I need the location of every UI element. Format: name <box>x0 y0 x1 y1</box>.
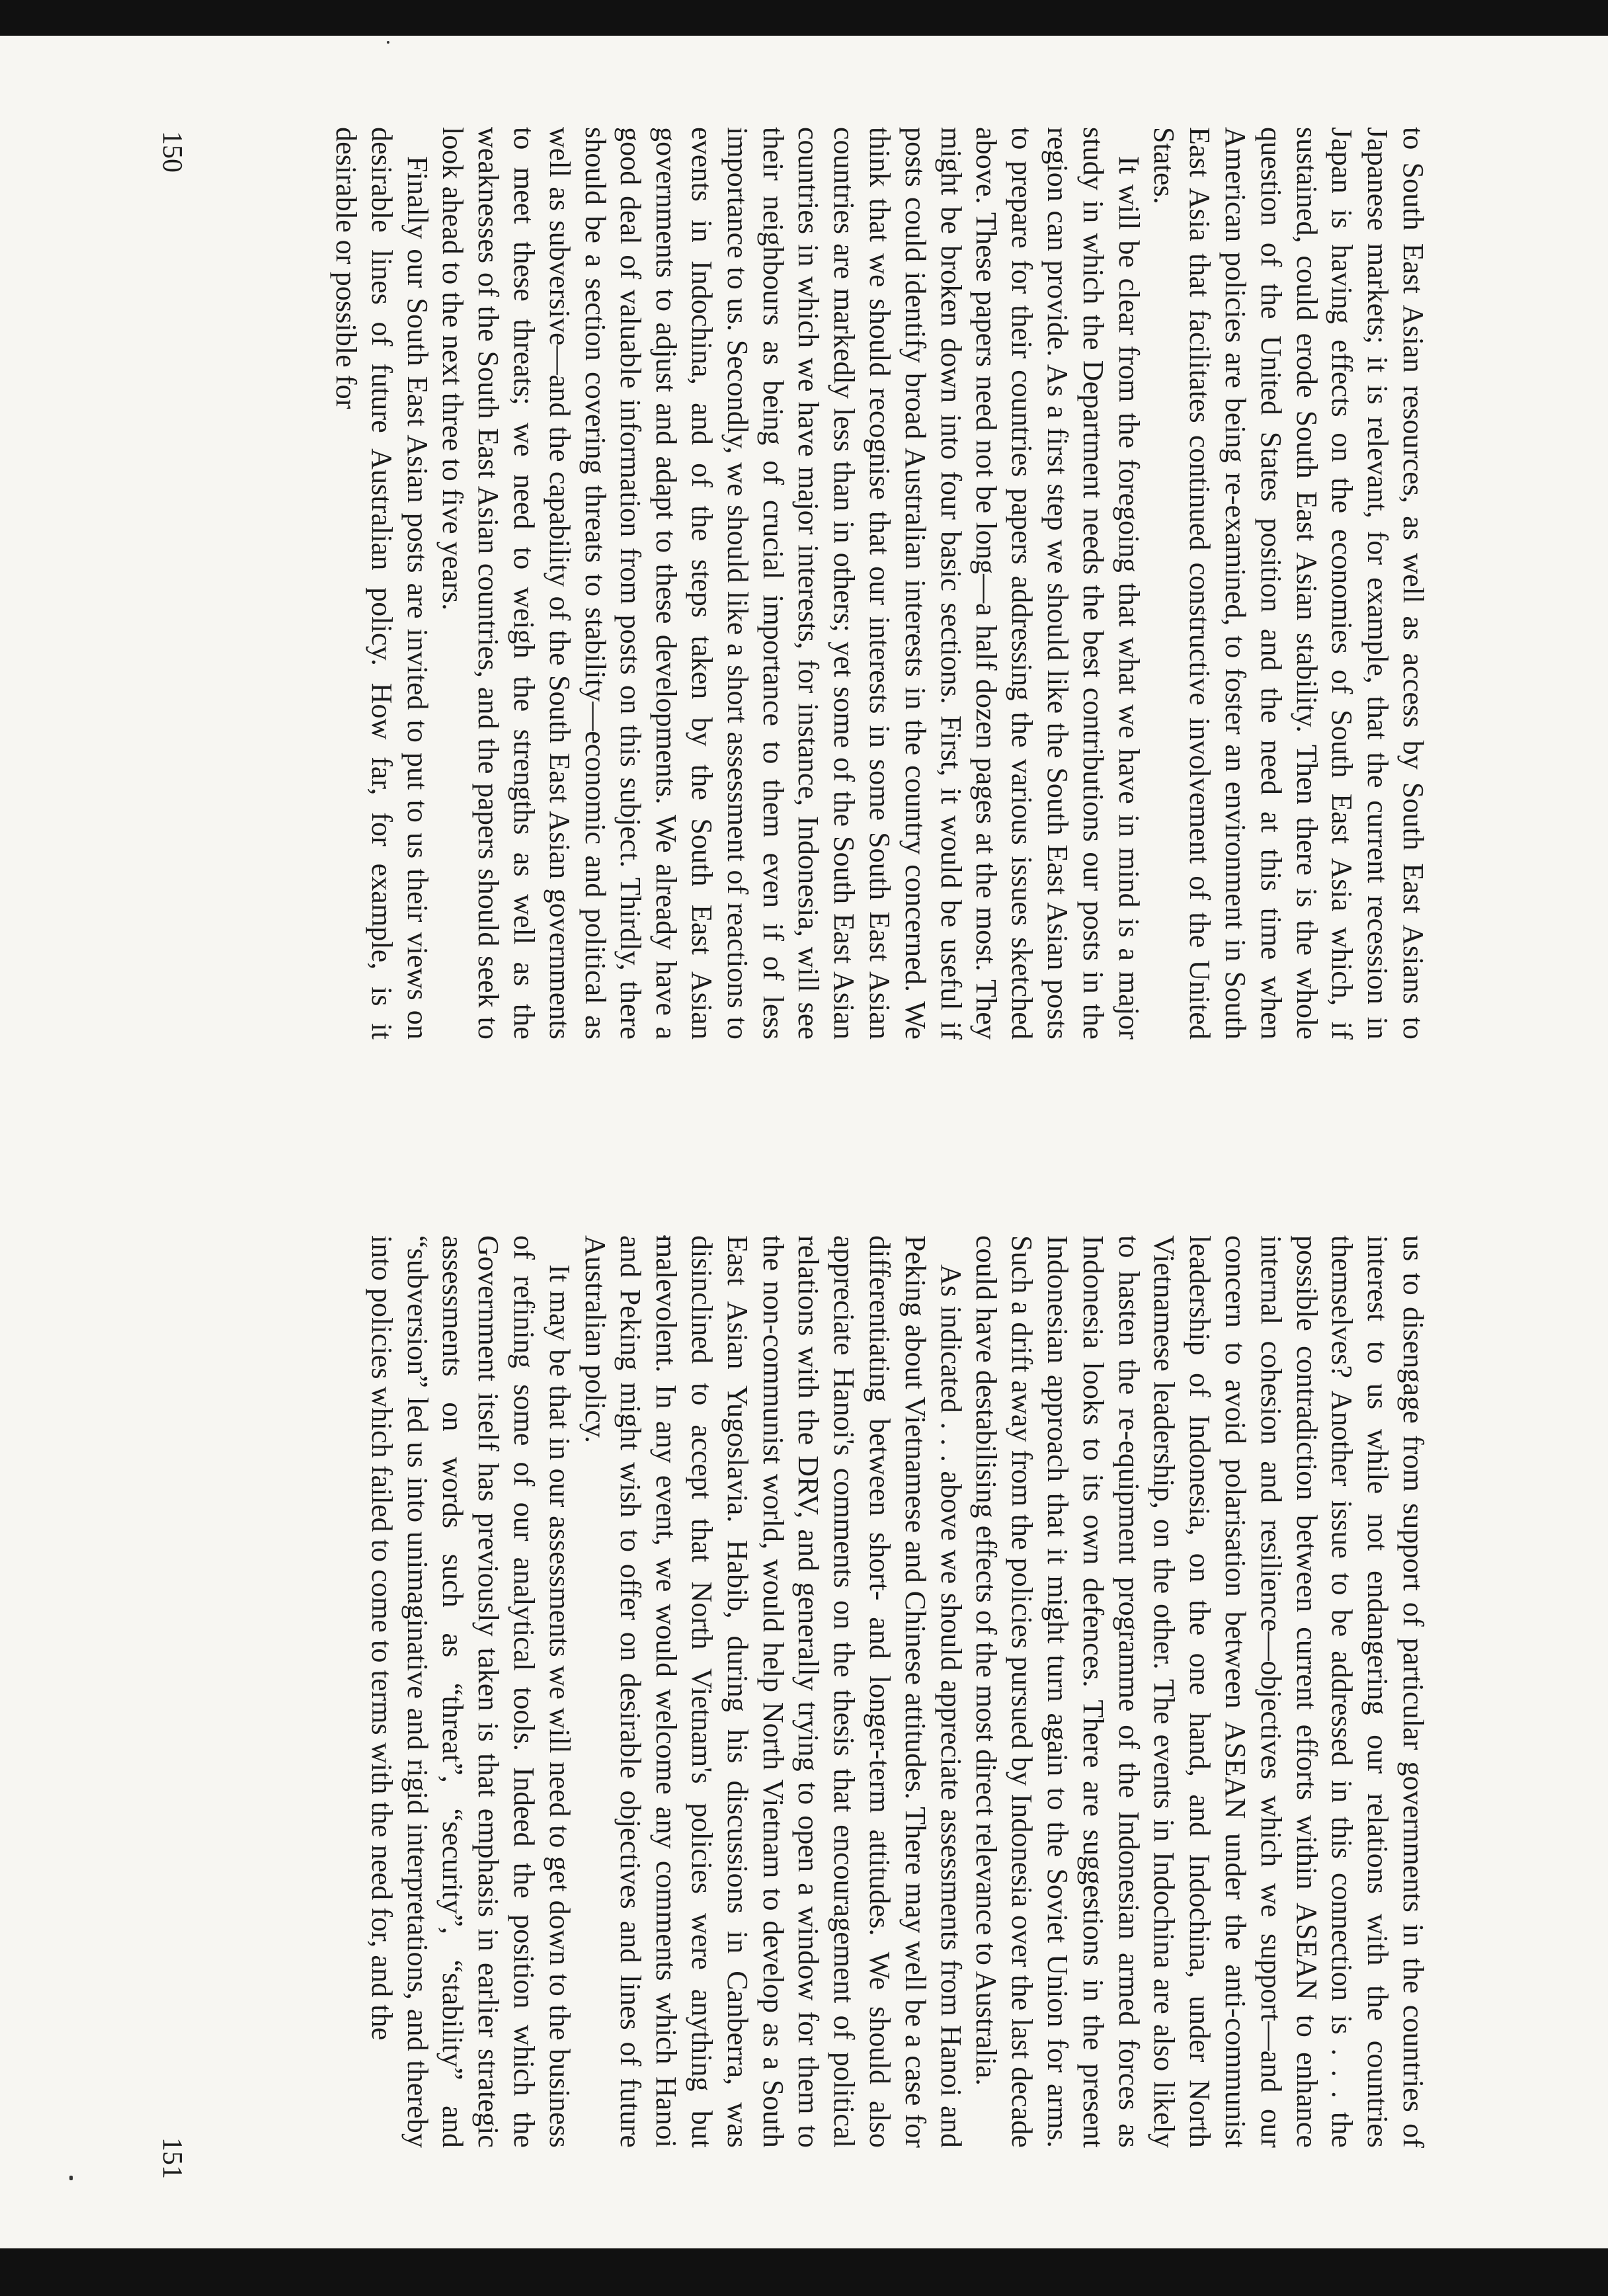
left-paragraph-1: to South East Asian resources, as well as access by South East Asians to Japanese markets; it is relevant, for example, that the current recession in Japan is having effects on the economies of South East Asia which, if sustained, could erode South East Asian stability. Then there is the whole question of the United States position and the need at this time when American policies are being re-examined, to foster an environment in South East Asia that facilitates continued constructive involvement of the United States. <box>1148 127 1429 1040</box>
left-page-number: 150 <box>157 131 187 173</box>
right-paragraph-2: As indicated . . . above we should appreciate assessments from Hanoi and Peking about Vietnamese and Chinese attitudes. There may well be a case for differentiating between short- and longer-term attitudes. We should also appreciate Hanoi's comments on the thesis that encouragement of political relations with the DRV, and generally trying to open a window for them to the non-communist world, would help North Vietnam to develop as a South East Asian Yugoslavia. Habib, during his discussions in Canberra, was disinclined to accept that North Vietnam's policies were anything but malevolent. In any event, we would welcome any comments which Hanoi and Peking might wish to offer on desirable objectives and lines of future Australian policy. <box>579 1235 967 2148</box>
right-page-number: 151 <box>157 2137 187 2179</box>
right-page-text-column <box>364 1235 1431 2148</box>
right-paragraph-1: us to disengage from support of particular governments in the countries of interest to us while not endangering our relations with the countries themselves? Another issue to be addressed in this connection is . . . the possible contradiction between current efforts within ASEAN to enhance internal cohesion and resilience—objectives which we support—and our concern to avoid polarisation between ASEAN under the anti-communist leadership of Indonesia, on the one hand, and Indochina, under North Vietnamese leadership, on the other. The events in Indochina are also likely to hasten the re-equipment programme of the Indonesian armed forces as Indonesia looks to its own defences. There are suggestions in the present Indonesian approach that it might turn again to the Soviet Union for arms. Such a drift away from the policies pursued by Indonesia over the last decade could have destabilising effects of the most direct relevance to Australia. <box>970 1235 1429 2148</box>
right-page <box>0 1148 1608 2296</box>
left-paragraph-2: It will be clear from the foregoing that what we have in mind is a major study in which the Department needs the best contributions our posts in the region can provide. As a first step we should like the South East Asian posts to prepare for their countries papers addressing the various issues sketched above. These papers need not be long—a half dozen pages at the most. They might be broken down into four basic sections. First, it would be useful if posts could identify broad Australian interests in the country concerned. We think that we should recognise that our interests in some South East Asian countries are markedly less than in others; yet some of the South East Asian countries in which we have major interests, for instance, Indonesia, will see their neighbours as being of crucial importance to them even if of less importance to us. Secondly, we should like a short assessment of reactions to events in Indochina, and of the steps taken by the South East Asian governments to adjust and adapt to these developments. We already have a good deal of valuable information from posts on this subject. Thirdly, there should be a section covering threats to stability—economic and political as well as subversive—and the capability of the South East Asian governments to meet these threats; we need to weigh the strengths as well as the weaknesses of the South East Asian countries, and the papers should seek to look ahead to the next three to five years. <box>436 127 1145 1040</box>
left-page-text-column <box>328 127 1431 1040</box>
right-paragraph-3: It may be that in our assessments we will need to get down to the business of refining some of our analytical tools. Indeed the position which the Government itself has previously taken is that emphasis in earlier strategic assessments on words such as “threat”, “security”, “stability” and “subversion” led us into unimaginative and rigid interpretations, and thereby into policies which failed to come to terms with the need for, and the <box>365 1235 576 2148</box>
left-paragraph-3: Finally our South East Asian posts are invited to put to us their views on desirable lines of future Australian policy. How far, for example, is it desirable or possible for <box>330 127 434 1040</box>
